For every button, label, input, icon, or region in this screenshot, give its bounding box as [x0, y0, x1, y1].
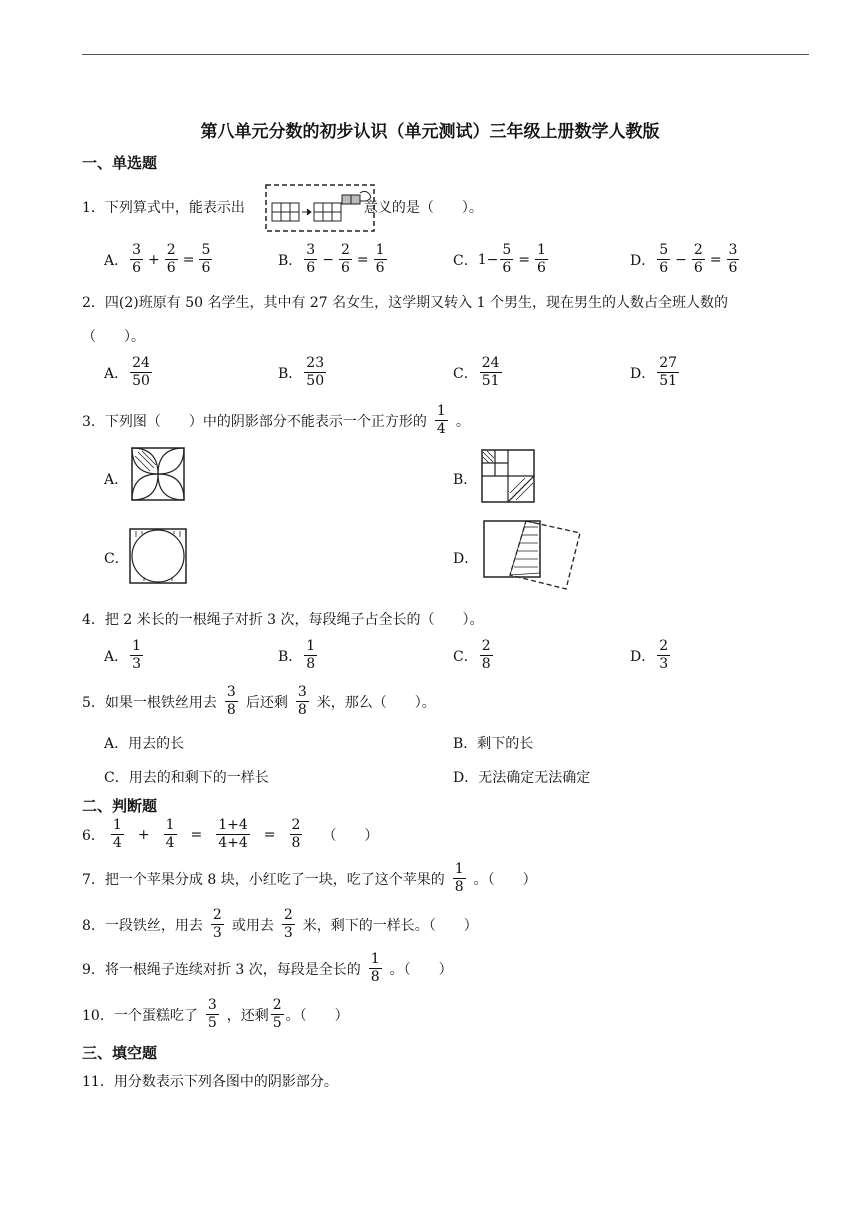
fraction: $\frac{3}{8}$: [226, 684, 236, 718]
fraction: $\frac{2}{3}$: [659, 638, 669, 672]
question-8-text-mid: 或用去: [231, 917, 274, 934]
question-3-stem: [82, 403, 470, 438]
fraction: $\frac{1}{8}$: [370, 951, 380, 985]
section-heading-single-choice: 一、单选题: [82, 154, 158, 172]
question-3-text: 3．下列图（ ）中的阴影部分不能表示一个正方形的: [82, 413, 427, 430]
question-3-figure-b: [480, 448, 536, 504]
option-label: D．: [630, 252, 656, 269]
question-2-option-b[interactable]: [278, 355, 328, 390]
fraction: $\frac{24}{50}$: [132, 355, 150, 389]
question-3-option-c-label[interactable]: C．: [104, 551, 129, 567]
option-label: A．: [104, 365, 129, 382]
question-10-text: 10．一个蛋糕吃了: [82, 1007, 198, 1024]
question-4-option-a[interactable]: [104, 638, 145, 673]
option-label: B．: [278, 648, 303, 665]
question-2-option-d[interactable]: [630, 355, 681, 390]
question-7: [82, 861, 537, 896]
option-label: D．: [630, 365, 656, 382]
fraction: $\frac{3}{5}$: [207, 997, 217, 1031]
question-3-option-d-label[interactable]: D．: [453, 551, 479, 567]
fraction: $\frac{3}{6}$: [306, 242, 316, 276]
equals: =: [356, 251, 369, 268]
section-heading-fill-blank: 三、填空题: [82, 1044, 158, 1062]
question-5-text-mid: 后还剩: [245, 694, 288, 711]
question-5-option-c[interactable]: C．用去的和剩下的一样长: [104, 770, 269, 786]
question-4-option-d[interactable]: [630, 638, 672, 673]
page-title: 第八单元分数的初步认识（单元测试）三年级上册数学人教版: [200, 122, 660, 142]
fraction: $\frac{1}{6}$: [537, 242, 546, 276]
question-3-option-b-label[interactable]: B．: [453, 472, 478, 488]
question-5-text-end: 米，那么（ ）。: [316, 694, 436, 711]
equals: =: [182, 251, 195, 268]
equals: =: [518, 251, 531, 268]
fraction: $\frac{24}{51}$: [481, 355, 500, 389]
option-label: D．: [630, 648, 656, 665]
question-4-stem: 4．把 2 米长的一根绳子对折 3 次，每段绳子占全长的（ ）。: [82, 612, 484, 628]
fraction: $\frac{1}{3}$: [132, 638, 142, 672]
question-1-text-end: 意义的是（ ）。: [363, 200, 483, 216]
period: 。: [455, 413, 470, 430]
equals: =: [190, 826, 203, 843]
fraction: $\frac{2}{8}$: [481, 638, 491, 672]
question-11: 11．用分数表示下列各图中的阴影部分。: [82, 1074, 338, 1090]
question-1-option-d[interactable]: [630, 242, 741, 277]
section-heading-true-false: 二、判断题: [82, 797, 158, 815]
fraction: $\frac{3}{6}$: [728, 242, 738, 276]
fraction: $\frac{1}{4}$: [165, 817, 175, 851]
option-label: C．: [453, 252, 478, 269]
answer-blank[interactable]: 。（ ）: [389, 961, 453, 978]
answer-blank[interactable]: 米，剩下的一样长。（ ）: [302, 917, 478, 934]
question-1-text: 1．下列算式中，能表示出: [82, 200, 245, 216]
question-number: 6．: [82, 827, 105, 844]
question-3-figure-a: [130, 446, 186, 502]
fraction: $\frac{2}{6}$: [340, 242, 350, 276]
option-label: A．: [104, 252, 129, 269]
operator: −: [675, 251, 687, 268]
question-1-figure: [264, 183, 376, 233]
answer-blank[interactable]: 。（ ）: [285, 1007, 349, 1024]
fraction: $\frac{2}{6}$: [693, 242, 703, 276]
question-10: [82, 997, 349, 1032]
fraction: $\frac{5}{6}$: [502, 242, 512, 276]
question-8: [82, 907, 478, 942]
question-1-option-c[interactable]: [453, 242, 550, 277]
question-3-option-a-label[interactable]: A．: [104, 472, 129, 488]
equals: =: [263, 826, 276, 843]
operator: +: [137, 826, 150, 843]
question-9: [82, 951, 453, 986]
equals: =: [709, 251, 722, 268]
question-1-option-a[interactable]: [104, 242, 214, 277]
fraction: $\frac{1}{4}$: [112, 817, 122, 851]
header-rule: [82, 54, 809, 55]
question-2-stem: 2．四(2)班原有 50 名学生，其中有 27 名女生，这学期又转入 1 个男生，现在男生的人数占全班人数的: [82, 295, 728, 311]
fraction: $\frac{1}{8}$: [306, 638, 316, 672]
question-8-text: 8．一段铁丝，用去: [82, 917, 203, 934]
question-5-option-a[interactable]: A．用去的长: [104, 736, 185, 752]
question-4-option-b[interactable]: [278, 638, 319, 673]
question-2-stem-line2: （ ）。: [82, 329, 145, 345]
fraction: $\frac{2}{5}$: [272, 997, 282, 1031]
fraction: $\frac{23}{50}$: [306, 355, 325, 389]
question-10-text-mid: ，还剩: [226, 1007, 269, 1024]
question-5-option-b[interactable]: B．剩下的长: [453, 736, 534, 752]
question-5-text: 5．如果一根铁丝用去: [82, 694, 217, 711]
whole-number: 1−: [477, 251, 499, 268]
fraction: $\frac{5}{6}$: [201, 242, 211, 276]
question-1-option-b[interactable]: [278, 242, 389, 277]
option-label: A．: [104, 648, 129, 665]
question-7-text: 7．把一个苹果分成 8 块，小红吃了一块，吃了这个苹果的: [82, 871, 445, 888]
answer-blank[interactable]: （ ）: [322, 827, 379, 844]
option-label: B．: [278, 365, 303, 382]
option-label: C．: [453, 365, 478, 382]
answer-blank[interactable]: 。（ ）: [473, 871, 537, 888]
fraction: $\frac{2}{3}$: [283, 907, 293, 941]
fraction: $\frac{1}{8}$: [454, 861, 464, 895]
fraction: $\frac{27}{51}$: [659, 355, 678, 389]
question-6: [82, 817, 378, 852]
fraction: $\frac{3}{8}$: [297, 684, 307, 718]
question-3-figure-c: [128, 527, 188, 585]
fraction: $\frac{2}{8}$: [291, 817, 301, 851]
fraction: $\frac{1}{6}$: [375, 242, 385, 276]
option-label: C．: [453, 648, 478, 665]
fraction: $\frac{2}{3}$: [212, 907, 222, 941]
operator: −: [322, 251, 334, 268]
operator: +: [148, 251, 160, 268]
question-2-option-a[interactable]: [104, 355, 154, 390]
fraction: $\frac{2}{6}$: [166, 242, 176, 276]
question-9-text: 9．将一根绳子连续对折 3 次，每段是全长的: [82, 961, 361, 978]
fraction: $\frac{1}{4}$: [436, 403, 446, 437]
question-2-option-c[interactable]: [453, 355, 504, 390]
question-3-figure-d: [480, 515, 590, 595]
question-4-option-c[interactable]: [453, 638, 495, 673]
question-5-stem: [82, 684, 436, 719]
option-label: B．: [278, 252, 303, 269]
question-5-option-d[interactable]: D．无法确定无法确定: [453, 770, 591, 786]
fraction: $\frac{3}{6}$: [132, 242, 142, 276]
fraction: $\frac{5}{6}$: [659, 242, 669, 276]
fraction: $\frac{1+4}{4+4}$: [218, 817, 248, 851]
